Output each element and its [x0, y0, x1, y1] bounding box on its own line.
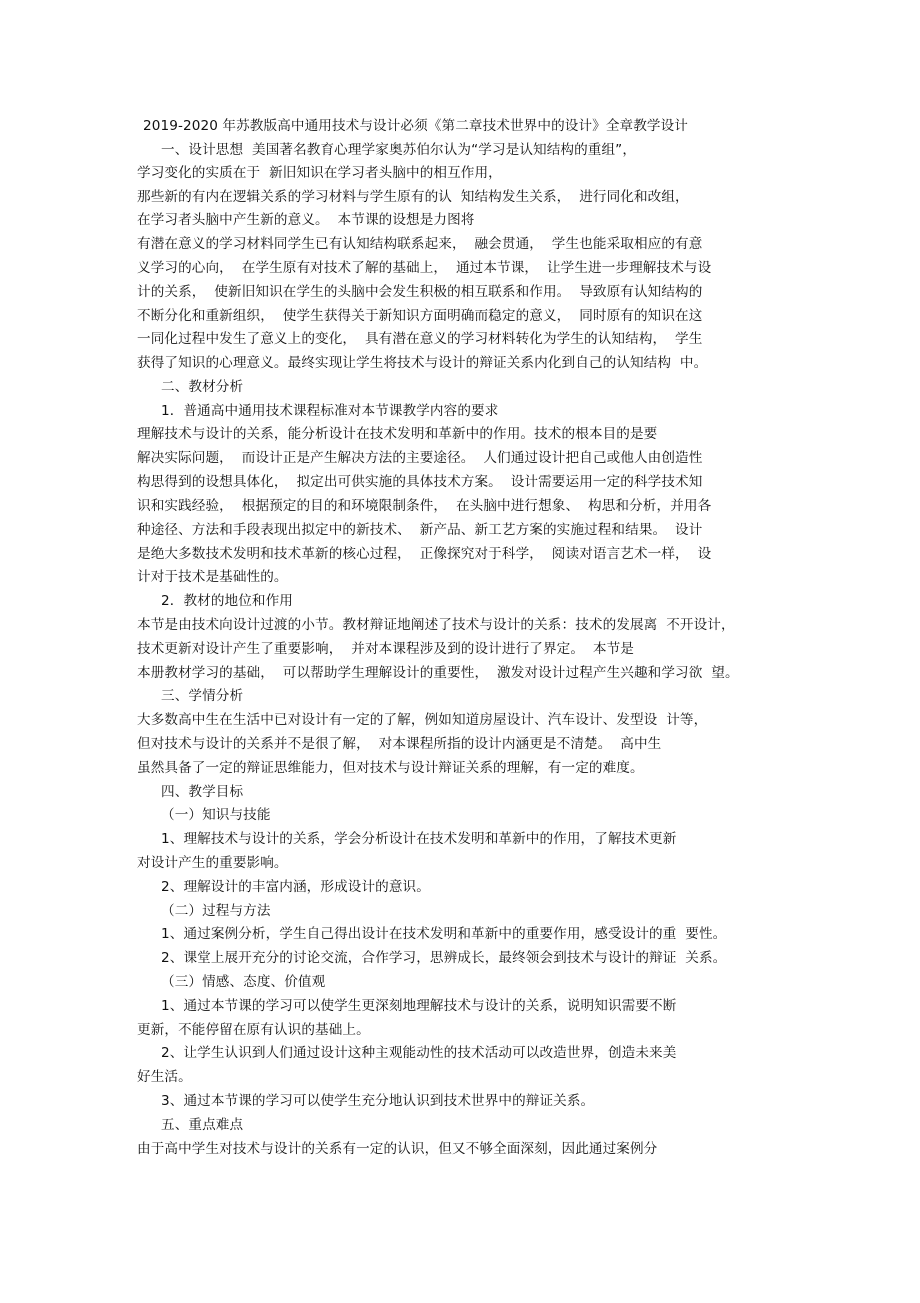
paragraph-line: 1、通过本节课的学习可以使学生更深刻地理解技术与设计的关系，说明知识需要不断 [161, 998, 677, 1014]
paragraph-line: 种途径、方法和手段表现出拟定中的新技术、 新产品、新工艺方案的实施过程和结果。 设计 [137, 522, 703, 538]
paragraph-line: 学习变化的实质在于 新旧知识在学习者头脑中的相互作用， [137, 165, 502, 181]
section-heading: 五、重点难点 [161, 1117, 244, 1133]
paragraph-line: 获得了知识的心理意义。最终实现让学生将技术与设计的辩证关系内化到自己的认知结构 中。 [137, 355, 708, 371]
paragraph-line: 大多数高中生在生活中已对设计有一定的了解，例如知道房屋设计、汽车设计、发型设 计等， [137, 712, 708, 728]
paragraph-line: 虽然具备了一定的辩证思维能力，但对技术与设计辩证关系的理解，有一定的难度。 [137, 760, 644, 776]
paragraph-line: 本节是由技术向设计过渡的小节。教材辩证地阐述了技术与设计的关系：技术的发展离 不开设计， [137, 617, 735, 633]
paragraph-line: 由于高中学生对技术与设计的关系有一定的认识，但又不够全面深刻，因此通过案例分 [137, 1141, 658, 1157]
subsection-heading: （三）情感、态度、价值观 [161, 974, 326, 990]
paragraph-line: 1、通过案例分析，学生自己得出设计在技术发明和革新中的重要作用，感受设计的重 要性。 [161, 926, 727, 942]
paragraph-line: 在学习者头脑中产生新的意义。 本节课的设想是力图将 [137, 212, 475, 228]
paragraph-line: 1、理解技术与设计的关系，学会分析设计在技术发明和革新中的作用，了解技术更新 [161, 831, 677, 847]
paragraph-line: 不断分化和重新组织， 使学生获得关于新知识方面明确而稳定的意义， 同时原有的知识在这 [137, 308, 703, 324]
paragraph-line: 2、课堂上展开充分的讨论交流，合作学习，思辨成长，最终领会到技术与设计的辩证 关系。 [161, 950, 727, 966]
paragraph-line: 好生活。 [137, 1069, 192, 1085]
subsection-heading: （一）知识与技能 [161, 807, 271, 823]
paragraph-line: 那些新的有内在逻辑关系的学习材料与学生原有的认 知结构发生关系， 进行同化和改组， [137, 189, 689, 205]
paragraph-line: 技术更新对设计产生了重要影响， 并对本课程涉及到的设计进行了界定。 本节是 [137, 641, 634, 657]
section-heading: 三、学情分析 [161, 688, 244, 704]
paragraph-line: 解决实际问题， 而设计正是产生解决方法的主要途径。 人们通过设计把自己或他人由创造性 [137, 450, 703, 466]
paragraph-line: 识和实践经验， 根据预定的目的和环境限制条件， 在头脑中进行想象、 构思和分析，并用各 [137, 498, 712, 514]
section-heading: 一、设计思想 美国著名教育心理学家奥苏伯尔认为“学习是认知结构的重组”， [161, 142, 637, 158]
paragraph-line: 对设计产生的重要影响。 [137, 855, 288, 871]
paragraph-line: 构思得到的设想具体化， 拟定出可供实施的具体技术方案。 设计需要运用一定的科学技术知 [137, 474, 703, 490]
paragraph-line: 计的关系， 使新旧知识在学生的头脑中会发生积极的相互联系和作用。 导致原有认知结构的 [137, 284, 703, 300]
paragraph-line: 是绝大多数技术发明和技术革新的核心过程， 正像探究对于科学， 阅读对语言艺术一样， 设 [137, 546, 712, 562]
subsection-heading: 1．普通高中通用技术课程标准对本节课教学内容的要求 [161, 403, 499, 419]
document-title: 2019-2020 年苏教版高中通用技术与设计必须《第二章技术世界中的设计》全章教学设计 [143, 118, 689, 134]
paragraph-line: 更新，不能停留在原有认识的基础上。 [137, 1022, 370, 1038]
paragraph-line: 有潜在意义的学习材料同学生已有认知结构联系起来， 融会贯通， 学生也能采取相应的有意 [137, 236, 703, 252]
section-heading: 二、教材分析 [161, 379, 244, 395]
paragraph-line: 2、理解设计的丰富内涵，形成设计的意识。 [161, 879, 430, 895]
paragraph-line: 3、通过本节课的学习可以使学生充分地认识到技术世界中的辩证关系。 [161, 1093, 595, 1109]
paragraph-line: 本册教材学习的基础， 可以帮助学生理解设计的重要性， 激发对设计过程产生兴趣和学习欲 望。 [137, 665, 739, 681]
paragraph-line: 计对于技术是基础性的。 [137, 569, 288, 585]
subsection-heading: （二）过程与方法 [161, 903, 271, 919]
paragraph-line: 理解技术与设计的关系，能分析设计在技术发明和革新中的作用。技术的根本目的是要 [137, 426, 658, 442]
paragraph-line: 2、让学生认识到人们通过设计这种主观能动性的技术活动可以改造世界，创造未来美 [161, 1045, 677, 1061]
paragraph-line: 一同化过程中发生了意义上的变化， 具有潜在意义的学习材料转化为学生的认知结构， 学生 [137, 331, 703, 347]
paragraph-line: 但对技术与设计的关系并不是很了解， 对本课程所指的设计内涵更是不清楚。 高中生 [137, 736, 662, 752]
subsection-heading: 2．教材的地位和作用 [161, 593, 293, 609]
section-heading: 四、教学目标 [161, 784, 244, 800]
paragraph-line: 义学习的心向， 在学生原有对技术了解的基础上， 通过本节课， 让学生进一步理解技术与设 [137, 260, 712, 276]
